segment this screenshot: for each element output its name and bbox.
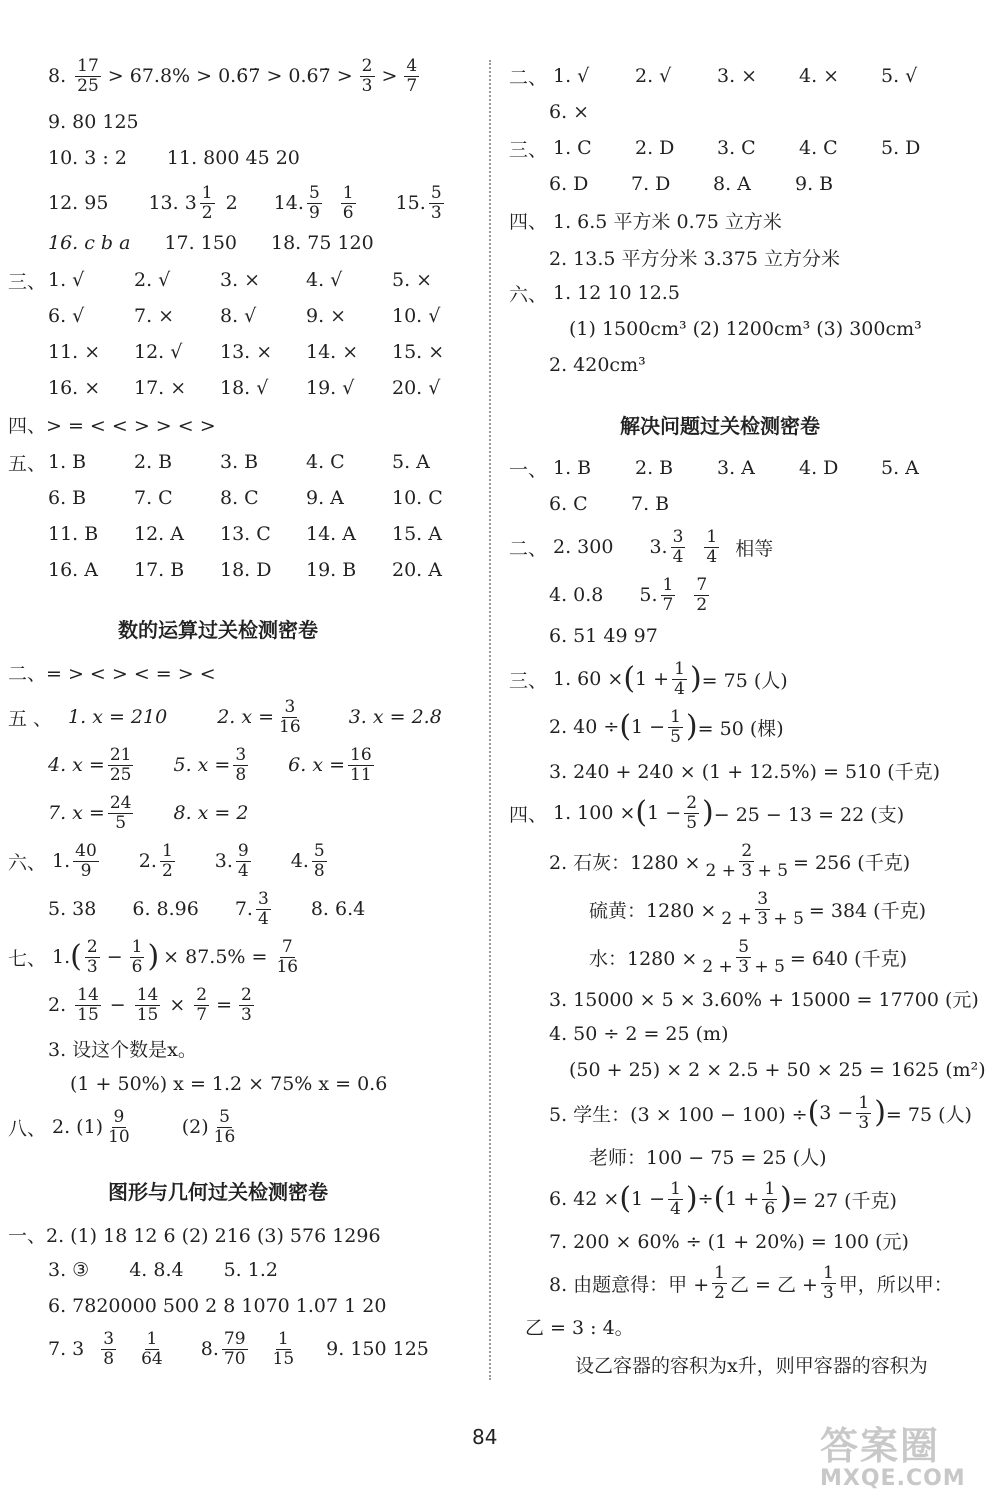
fraction: $\frac{5}{16}$ — [213, 1106, 236, 1147]
answer-item: 4. √ — [306, 269, 343, 291]
answer-item: 18. √ — [220, 377, 269, 399]
fraction: $\frac{4}{7}$ — [406, 55, 418, 96]
fraction: $\frac{1}{15}$ — [272, 1328, 295, 1369]
answer-item: 3. × — [220, 269, 261, 291]
section-heading: 图形与几何过关检测密卷 — [108, 1180, 328, 1204]
answer-row: 二、 2. 300 3. $\frac{3}{4}$ $\frac{1}{4}$ 相等 — [509, 526, 774, 567]
answer-row: 七、 1. ( $\frac{2}{3}$ − $\frac{1}{6}$ ) × 87.5% = $\frac{7}{16}$ — [8, 936, 299, 977]
answer-item: 16. A — [48, 559, 98, 581]
answer-item: 15. × — [392, 341, 445, 363]
fraction: $\frac{79}{70}$ — [223, 1328, 246, 1369]
answer-item: 2. B — [635, 457, 674, 479]
answer-row: (1 + 50%) x = 1.2 × 75% x = 0.6 — [70, 1073, 388, 1095]
fraction: $\frac{1}{3}$ — [858, 1092, 870, 1133]
fraction: $\frac{2}{3}$ — [361, 55, 373, 96]
answer-item: 13. × — [220, 341, 273, 363]
fraction: $\frac{14}{15}$ — [77, 984, 99, 1025]
answer-row: (50 + 25) × 2 × 2.5 + 50 × 25 = 1625 (m²) — [569, 1059, 986, 1081]
answer-item: 6. C — [549, 493, 588, 515]
section-heading: 解决问题过关检测密卷 — [620, 414, 820, 438]
answer-row: 硫黄：1280 × $\frac{3}{2 + 3 + 5}$ = 384 (千克) — [589, 888, 926, 929]
answer-row: 水：1280 × $\frac{5}{2 + 3 + 5}$ = 640 (千克) — [589, 936, 907, 977]
answer-row — [48, 442, 478, 482]
fraction: $\frac{5}{3}$ — [430, 182, 442, 223]
fraction: $\frac{3}{16}$ — [279, 696, 301, 737]
fraction: $\frac{3}{4}$ — [672, 526, 684, 567]
answer-item: 14. × — [306, 341, 359, 363]
answer-item: 5. D — [881, 137, 921, 159]
fraction: $\frac{5}{8}$ — [313, 840, 325, 881]
answer-row: 6. 51 49 97 — [549, 625, 658, 647]
fraction: $\frac{14}{15}$ — [136, 984, 159, 1025]
answer-item: 14. A — [306, 523, 356, 545]
answer-item: 3. B — [220, 451, 259, 473]
answer-item: 1. B — [48, 451, 87, 473]
answer-row: 2. 40 ÷ ( 1 − $\frac{1}{5}$ ) = 50 (棵) — [549, 706, 784, 747]
answer-item: 2. D — [635, 137, 675, 159]
answer-row — [48, 368, 478, 408]
answer-row — [48, 478, 478, 518]
answer-item: 16. × — [48, 377, 101, 399]
answer-row: 4. 0.8 5. $\frac{1}{7}$ $\frac{7}{2}$ — [549, 574, 708, 615]
answer-item: 4. C — [799, 137, 838, 159]
answer-item: 6. √ — [48, 305, 85, 327]
answer-row: 五 、 1. x = 210 2. x = $\frac{3}{16}$ 3. x = 2.8 — [8, 696, 442, 737]
fraction: $\frac{16}{11}$ — [350, 744, 372, 785]
answer-item: 7. C — [134, 487, 173, 509]
answer-item: 4. D — [799, 457, 839, 479]
answer-row: 12. 95 13. 3 $\frac{1}{2}$ 2 14. $\frac{5}{9}$ $\frac{1}{6}$ 15. $\frac{5}{3}$ — [48, 182, 442, 223]
answer-row: 三、 1. C 2. D 3. C 4. C 5. D — [509, 128, 963, 168]
fraction: $\frac{1}{4}$ — [674, 658, 685, 699]
answer-item: 8. C — [220, 487, 259, 509]
fraction: $\frac{21}{25}$ — [109, 744, 132, 785]
answer-item: 4. C — [306, 451, 345, 473]
column-divider — [489, 60, 491, 1380]
answer-row: 4. 50 ÷ 2 = 25 (m) — [549, 1023, 729, 1045]
answer-item: 18. D — [220, 559, 272, 581]
answer-row: 2. 13.5 平方分米 3.375 立方分米 — [549, 247, 840, 270]
answer-row: 四、 1. 100 × ( 1 − $\frac{2}{5}$ ) − 25 − 13 = 22 (支) — [509, 792, 905, 833]
answer-row: 7. x = $\frac{24}{5}$ 8. x = 2 — [48, 792, 249, 833]
answer-item: 1. C — [553, 137, 592, 159]
answer-row: 9. 80 125 — [48, 111, 139, 133]
fraction: $\frac{3}{4}$ — [257, 888, 269, 929]
fraction: $\frac{3}{8}$ — [235, 744, 247, 785]
answer-item: 6. B — [48, 487, 87, 509]
fraction: $\frac{2}{3}$ — [86, 936, 98, 977]
answer-row: 10. 3 : 2 11. 800 45 20 — [48, 147, 300, 169]
answer-item: 11. × — [48, 341, 101, 363]
fraction: $\frac{1}{2}$ — [201, 182, 213, 223]
answer-item: 20. √ — [392, 377, 441, 399]
fraction: $\frac{2}{7}$ — [196, 984, 208, 1025]
answer-item: 10. √ — [392, 305, 441, 327]
fraction: $\frac{1}{4}$ — [706, 526, 718, 567]
answer-row: 二、= > < > < = > < — [8, 662, 216, 685]
answer-row: 7. 200 × 60% ÷ (1 + 20%) = 100 (元) — [549, 1230, 909, 1253]
answer-item: 5. √ — [881, 65, 918, 87]
answer-row — [48, 550, 478, 590]
answer-row: 16. c b a 17. 150 18. 75 120 — [48, 232, 374, 254]
answer-item: 11. B — [48, 523, 99, 545]
answer-item: 7. B — [631, 493, 670, 515]
answer-row — [48, 260, 478, 300]
answer-item: 19. B — [306, 559, 357, 581]
answer-item: 17. × — [134, 377, 187, 399]
fraction: $\frac{7}{16}$ — [276, 936, 299, 977]
answer-item: 3. A — [717, 457, 755, 479]
answer-row: 5. 学生：(3 × 100 − 100) ÷ ( 3 − $\frac{1}{3}$ ) = 75 (人) — [549, 1092, 972, 1133]
answer-row: 乙 = 3 : 4。 — [525, 1316, 634, 1339]
answer-row: 2. $\frac{14}{15}$ − $\frac{14}{15}$ × $\frac{2}{7}$ = $\frac{2}{3}$ — [48, 984, 252, 1025]
fraction: $\frac{40}{9}$ — [75, 840, 97, 881]
answer-item: 15. A — [392, 523, 442, 545]
answer-item: 13. C — [220, 523, 271, 545]
fraction: $\frac{1}{64}$ — [141, 1328, 163, 1369]
answer-row: 5. 38 6. 8.96 7. $\frac{3}{4}$ 8. 6.4 — [48, 888, 366, 929]
fraction: $\frac{1}{4}$ — [670, 1178, 681, 1219]
answer-row — [549, 484, 713, 524]
answer-item: 9. A — [306, 487, 344, 509]
answer-item: 8. √ — [220, 305, 257, 327]
answer-item: 1. B — [553, 457, 592, 479]
answer-item: 12. √ — [134, 341, 183, 363]
fraction: $\frac{2}{3}$ — [241, 984, 252, 1025]
answer-item: 10. C — [392, 487, 443, 509]
answer-item: 19. √ — [306, 377, 355, 399]
answer-item: 12. A — [134, 523, 184, 545]
fraction: $\frac{2}{5}$ — [686, 792, 698, 833]
fraction: $\frac{5}{9}$ — [308, 182, 320, 223]
answer-item: 8. A — [713, 173, 751, 195]
answer-item: 2. √ — [134, 269, 171, 291]
answer-row: 4. x = $\frac{21}{25}$ 5. x = $\frac{3}{8}$ 6. x = $\frac{16}{11}$ — [48, 744, 372, 785]
answer-item: 4. × — [799, 65, 840, 87]
answer-row: 六、 1. $\frac{40}{9}$ 2. $\frac{1}{2}$ 3. $\frac{9}{4}$ 4. $\frac{5}{8}$ — [8, 840, 325, 881]
answer-row: 6. 42 × ( 1 − $\frac{1}{4}$ ) ÷ ( 1 + $\frac{1}{6}$ ) = 27 (千克) — [549, 1178, 897, 1219]
answer-row: 3. 240 + 240 × (1 + 12.5%) = 510 (千克) — [549, 760, 941, 783]
fraction: $\frac{9}{4}$ — [237, 840, 249, 881]
answer-row: 五、 — [8, 452, 47, 475]
fraction: $\frac{1}{7}$ — [662, 574, 674, 615]
fraction: $\frac{1}{5}$ — [670, 706, 681, 747]
answer-item: 7. × — [134, 305, 175, 327]
answer-item: 1. √ — [48, 269, 85, 291]
answer-item: 7. D — [631, 173, 671, 195]
answer-row: 6. × — [549, 101, 590, 123]
answer-row: 四、 1. 6.5 平方米 0.75 立方米 — [509, 210, 782, 233]
fraction: $\frac{1}{6}$ — [764, 1178, 776, 1219]
answer-item: 9. B — [795, 173, 834, 195]
fraction: $\frac{17}{25}$ — [77, 55, 99, 96]
answer-row: 3. ③ 4. 8.4 5. 1.2 — [48, 1259, 278, 1281]
answer-row: 8. 由题意得：甲 + $\frac{1}{2}$ 乙 = 乙 + $\frac{1}{3}$ 甲，所以甲： — [549, 1262, 953, 1303]
fraction: $\frac{1}{2}$ — [161, 840, 173, 881]
answer-row: 7. 3 $\frac{3}{8}$ $\frac{1}{64}$ 8. $\frac{79}{70}$ $\frac{1}{15}$ 9. 150 125 — [48, 1328, 429, 1369]
answer-item: 5. A — [881, 457, 919, 479]
fraction: $\frac{24}{5}$ — [109, 792, 132, 833]
fraction: $\frac{7}{2}$ — [696, 574, 708, 615]
answer-row: 四、> = < < > > < > — [8, 414, 216, 437]
answer-item: 6. D — [549, 173, 589, 195]
answer-row: 6. 7820000 500 2 8 1070 1.07 1 20 — [48, 1295, 387, 1317]
fraction: $\frac{9}{10}$ — [108, 1106, 130, 1147]
answer-item: 5. × — [392, 269, 433, 291]
answer-row: 3. 设这个数是x。 — [48, 1038, 197, 1061]
fraction: $\frac{1}{6}$ — [342, 182, 354, 223]
answer-row — [48, 296, 478, 336]
answer-item: 3. × — [717, 65, 758, 87]
answer-item: 2. B — [134, 451, 173, 473]
answer-item: 5. A — [392, 451, 430, 473]
answer-row — [48, 332, 478, 372]
answer-item: 9. × — [306, 305, 347, 327]
answer-row: 8. $\frac{17}{25}$ > 67.8% > 0.6̇7̇ > 0.67̇ > $\frac{2}{3}$ > $\frac{4}{7}$ — [48, 55, 418, 96]
page-number: 84 — [472, 1425, 498, 1449]
answer-row: 二、 1. √ 2. √ 3. × 4. × 5. √ — [509, 56, 963, 96]
answer-row: 八、 2. (1) $\frac{9}{10}$ (2) $\frac{5}{16}$ — [8, 1106, 236, 1147]
answer-row: 2. 420cm³ — [549, 354, 646, 376]
answer-item: 3. C — [717, 137, 756, 159]
fraction: $\frac{2}{2 + 3 + 5}$ — [705, 840, 789, 881]
answer-row — [48, 514, 478, 554]
answer-item: 1. √ — [553, 65, 590, 87]
answer-row: 老师：100 − 75 = 25 (人) — [589, 1146, 827, 1169]
answer-row: 3. 15000 × 5 × 3.60% + 15000 = 17700 (元) — [549, 988, 979, 1011]
fraction: $\frac{1}{2}$ — [714, 1262, 725, 1303]
answer-row: 三、 1. 60 × ( 1 + $\frac{1}{4}$ ) = 75 (人) — [509, 658, 788, 699]
fraction: $\frac{1}{6}$ — [131, 936, 143, 977]
fraction: $\frac{1}{3}$ — [822, 1262, 834, 1303]
answer-item: 20. A — [392, 559, 442, 581]
section-heading: 数的运算过关检测密卷 — [118, 618, 318, 642]
fraction: $\frac{5}{2 + 3 + 5}$ — [702, 936, 785, 977]
fraction: $\frac{3}{8}$ — [103, 1328, 115, 1369]
answer-item: 17. B — [134, 559, 185, 581]
answer-row: 三、 — [8, 270, 47, 293]
answer-row: 一、2. (1) 18 12 6 (2) 216 (3) 576 1296 — [8, 1224, 381, 1247]
fraction: $\frac{3}{2 + 3 + 5}$ — [721, 888, 804, 929]
answer-row — [549, 164, 877, 204]
answer-row: (1) 1500cm³ (2) 1200cm³ (3) 300cm³ — [569, 318, 922, 340]
watermark-logo: 答案圈 MXQE.COM — [820, 1424, 966, 1491]
answer-row: 一、 1. B 2. B 3. A 4. D 5. A — [509, 448, 963, 488]
answer-item: 2. √ — [635, 65, 672, 87]
answer-row: 六、 1. 12 10 12.5 — [509, 282, 680, 306]
answer-row: 2. 石灰：1280 × $\frac{2}{2 + 3 + 5}$ = 256 (千克) — [549, 840, 911, 881]
answer-row: 设乙容器的容积为x升，则甲容器的容积为 — [575, 1354, 928, 1377]
